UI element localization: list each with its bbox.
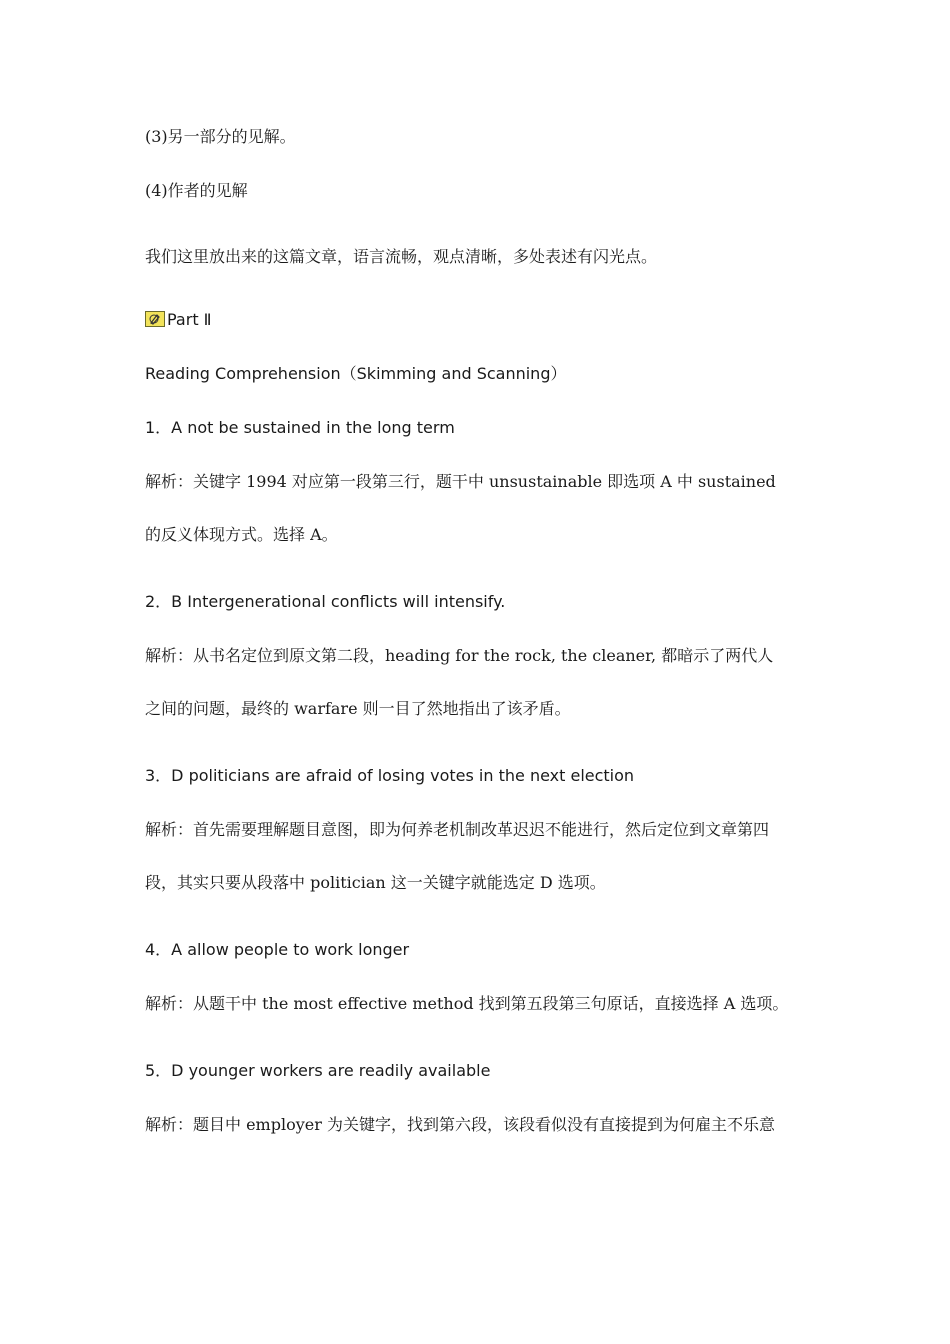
part-heading [145, 309, 825, 331]
summary-paragraph: 我们这里放出来的这篇文章，语言流畅，观点清晰，多处表述有闪光点。 [145, 247, 658, 266]
section-title: Reading Comprehension（Skimming and Scanning） [145, 364, 567, 383]
answer-2: 2．B Intergenerational conflicts will intensify. [145, 592, 506, 611]
outline-item-3: (3)另一部分的见解。 [145, 127, 296, 146]
outline-item-4: (4)作者的见解 [145, 181, 248, 200]
answer-4: 4．A allow people to work longer [145, 940, 410, 959]
part-label: Part Ⅱ [167, 310, 212, 329]
answer-1: 1．A not be sustained in the long term [145, 418, 455, 437]
explanation-4-line-1: 解析：从题干中 the most effective method 找到第五段第三句原话，直接选择 A 选项。 [145, 994, 789, 1013]
explanation-1-line-2: 的反义体现方式。选择 A。 [145, 525, 338, 544]
explanation-2-line-1: 解析：从书名定位到原文第二段，heading for the rock, the cleaner, 都暗示了两代人 [145, 646, 774, 665]
explanation-5-line-1: 解析：题目中 employer 为关键字，找到第六段，该段看似没有直接提到为何雇主不乐意 [145, 1115, 775, 1134]
explanation-3-line-2: 段，其实只要从段落中 politician 这一关键字就能选定 D 选项。 [145, 873, 606, 892]
explanation-2-line-2: 之间的问题，最终的 warfare 则一目了然地指出了该矛盾。 [145, 699, 571, 718]
explanation-3-line-1: 解析：首先需要理解题目意图，即为何养老机制改革迟迟不能进行，然后定位到文章第四 [145, 820, 770, 839]
answer-3: 3．D politicians are afraid of losing votes in the next election [145, 766, 635, 785]
explanation-1-line-1: 解析：关键字 1994 对应第一段第三行，题干中 unsustainable 即选项 A 中 sustained [145, 472, 776, 491]
pencil-note-icon [145, 311, 165, 327]
answer-5: 5．D younger workers are readily available [145, 1061, 491, 1080]
